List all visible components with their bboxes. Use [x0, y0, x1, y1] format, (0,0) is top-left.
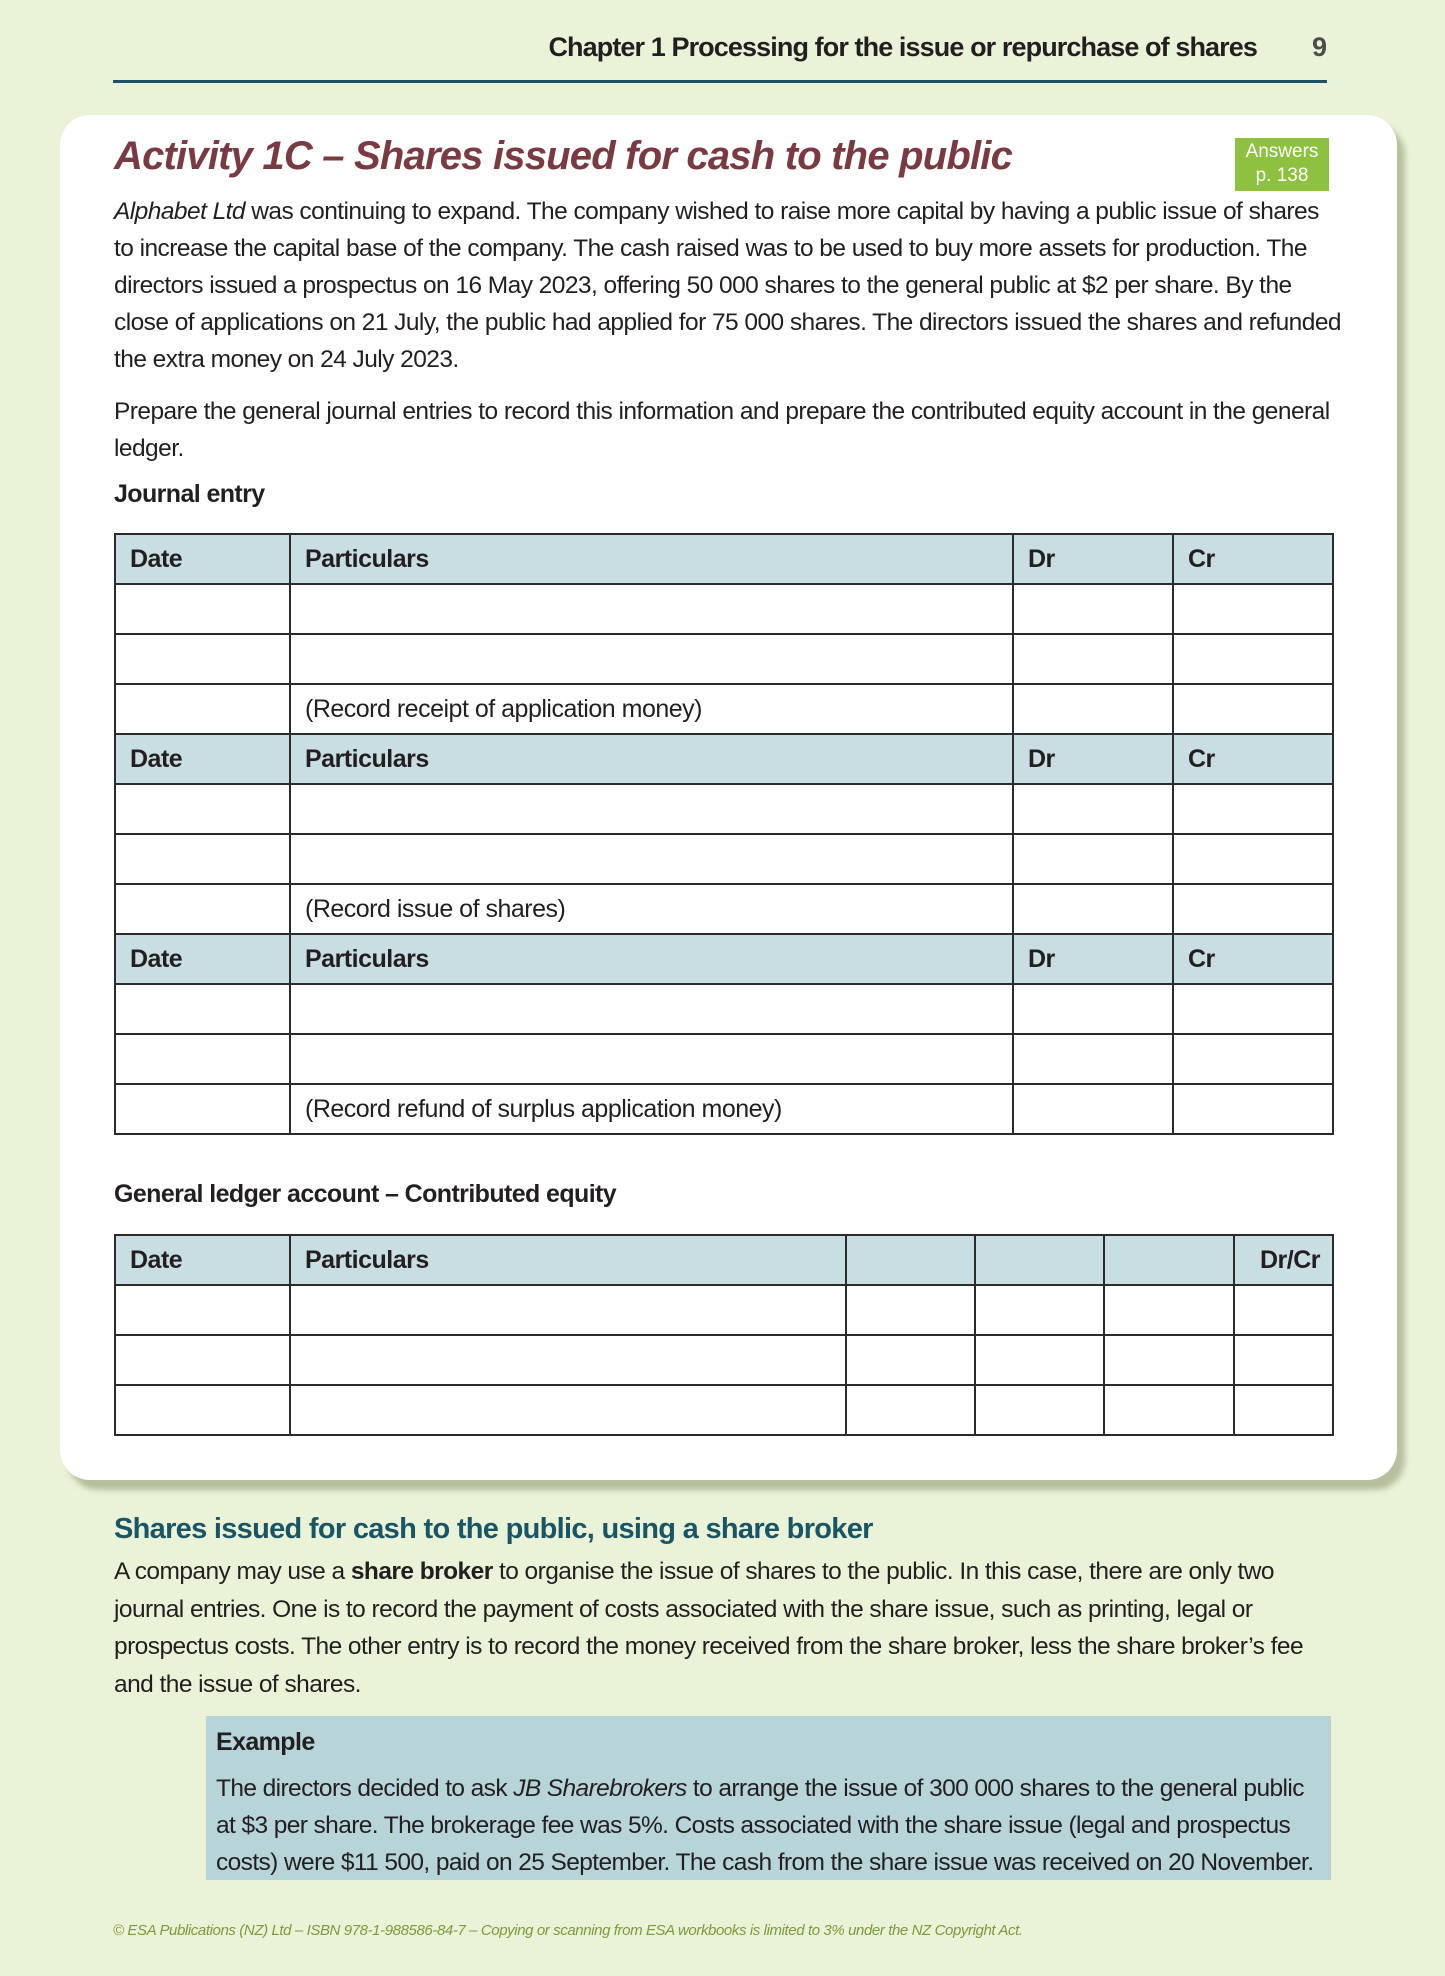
- header-date: Date: [115, 1235, 290, 1285]
- amount-cell[interactable]: [1104, 1385, 1234, 1435]
- answers-badge-label: Answers: [1245, 141, 1319, 162]
- date-cell[interactable]: [115, 984, 290, 1034]
- narration-cell: (Record receipt of application money): [290, 684, 1013, 734]
- cr-cell[interactable]: [1173, 984, 1333, 1034]
- header-dr: Dr: [1013, 534, 1173, 584]
- date-cell[interactable]: [115, 1285, 290, 1335]
- broker-section-text: [114, 1553, 1344, 1703]
- journal-header-row: [115, 534, 1333, 584]
- header-blank-3: [1104, 1235, 1234, 1285]
- ledger-header-row: [115, 1235, 1333, 1285]
- narration-cell: (Record issue of shares): [290, 884, 1013, 934]
- narration-row: [115, 684, 1333, 734]
- answers-badge-page: p. 138: [1255, 165, 1309, 186]
- amount-cell[interactable]: [975, 1385, 1104, 1435]
- date-cell[interactable]: [115, 1335, 290, 1385]
- journal-header-row: [115, 734, 1333, 784]
- header-particulars: Particulars: [290, 1235, 846, 1285]
- table-row: [115, 1385, 1333, 1435]
- date-cell[interactable]: [115, 634, 290, 684]
- activity-title: Activity 1C – Shares issued for cash to the public: [114, 134, 1013, 178]
- header-date: Date: [115, 934, 290, 984]
- particulars-cell[interactable]: [290, 1034, 1013, 1084]
- header-date: Date: [115, 734, 290, 784]
- dr-cell[interactable]: [1013, 584, 1173, 634]
- header-dr: Dr: [1013, 934, 1173, 984]
- dr-cell[interactable]: [1013, 784, 1173, 834]
- page-number: 9: [1311, 32, 1327, 62]
- cr-cell[interactable]: [1173, 584, 1333, 634]
- header-particulars: Particulars: [290, 734, 1013, 784]
- dr-cr-cell[interactable]: [1234, 1285, 1333, 1335]
- dr-cell[interactable]: [1013, 1034, 1173, 1084]
- amount-cell[interactable]: [1104, 1335, 1234, 1385]
- particulars-cell[interactable]: [290, 1285, 846, 1335]
- header-dr-cr: Dr/Cr: [1234, 1235, 1333, 1285]
- header-blank-2: [975, 1235, 1104, 1285]
- header-dr: Dr: [1013, 734, 1173, 784]
- table-row: [115, 784, 1333, 834]
- example-text-start: The directors decided to ask: [216, 1775, 514, 1802]
- dr-cr-cell[interactable]: [1234, 1385, 1333, 1435]
- example-box: [206, 1716, 1331, 1880]
- table-row: [115, 1285, 1333, 1335]
- date-cell[interactable]: [115, 1034, 290, 1084]
- table-row: [115, 984, 1333, 1034]
- table-row: [115, 584, 1333, 634]
- dr-cr-cell[interactable]: [1234, 1335, 1333, 1385]
- header-particulars: Particulars: [290, 534, 1013, 584]
- example-text: [216, 1770, 1326, 1881]
- cr-cell[interactable]: [1173, 784, 1333, 834]
- activity-instruction: Prepare the general journal entries to record this information and prepare the contributed equity account in the general ledger.: [114, 398, 1330, 462]
- date-cell[interactable]: [115, 784, 290, 834]
- header-rule: [113, 80, 1327, 83]
- answers-badge: [1235, 138, 1329, 191]
- table-row: [115, 834, 1333, 884]
- broker-section-heading: Shares issued for cash to the public, using a share broker: [114, 1513, 873, 1545]
- cr-cell[interactable]: [1173, 834, 1333, 884]
- date-cell[interactable]: [115, 584, 290, 634]
- header-cr: Cr: [1173, 534, 1333, 584]
- journal-entry-label: Journal entry: [114, 480, 265, 508]
- narration-row: [115, 884, 1333, 934]
- amount-cell[interactable]: [846, 1285, 975, 1335]
- cr-cell[interactable]: [1173, 884, 1333, 934]
- dr-cell[interactable]: [1013, 1084, 1173, 1134]
- cr-cell[interactable]: [1173, 634, 1333, 684]
- company-name: Alphabet Ltd: [114, 198, 245, 225]
- particulars-cell[interactable]: [290, 784, 1013, 834]
- dr-cell[interactable]: [1013, 834, 1173, 884]
- particulars-cell[interactable]: [290, 584, 1013, 634]
- table-row: [115, 1335, 1333, 1385]
- cr-cell[interactable]: [1173, 684, 1333, 734]
- activity-intro: [114, 193, 1344, 378]
- amount-cell[interactable]: [846, 1335, 975, 1385]
- header-cr: Cr: [1173, 734, 1333, 784]
- table-row: [115, 1034, 1333, 1084]
- dr-cell[interactable]: [1013, 884, 1173, 934]
- amount-cell[interactable]: [1104, 1285, 1234, 1335]
- narration-cell: (Record refund of surplus application money): [290, 1084, 1013, 1134]
- particulars-cell[interactable]: [290, 634, 1013, 684]
- header-cr: Cr: [1173, 934, 1333, 984]
- example-text-end: to arrange the issue of 300 000 shares to the general public at $3 per share. The brokerage fee was 5%. Costs associated with the share issue (legal and prospectus costs) were $11 500, paid on 25 September. The cash from the share issue was received on 20 November.: [216, 1775, 1314, 1876]
- intro-text: was continuing to expand. The company wished to raise more capital by having a public issue of shares to increase the capital base of the company. The cash raised was to be used to buy more assets for production. The directors issued a prospectus on 16 May 2023, offering 50 000 shares to the general public at $2 per share. By the close of applications on 21 July, the public had applied for 75 000 shares. The directors issued the shares and refunded the extra money on 24 July 2023.: [114, 198, 1341, 373]
- date-cell[interactable]: [115, 884, 290, 934]
- particulars-cell[interactable]: [290, 834, 1013, 884]
- broker-text-start: A company may use a: [114, 1558, 351, 1585]
- amount-cell[interactable]: [846, 1385, 975, 1435]
- dr-cell[interactable]: [1013, 684, 1173, 734]
- cr-cell[interactable]: [1173, 1084, 1333, 1134]
- amount-cell[interactable]: [975, 1285, 1104, 1335]
- chapter-title: Chapter 1 Processing for the issue or repurchase of shares: [548, 32, 1257, 62]
- example-title: Example: [216, 1728, 315, 1756]
- header-blank-1: [846, 1235, 975, 1285]
- particulars-cell[interactable]: [290, 1335, 846, 1385]
- dr-cell[interactable]: [1013, 984, 1173, 1034]
- header-date: Date: [115, 534, 290, 584]
- broker-text-end: to organise the issue of shares to the public. In this case, there are only two journal entries. One is to record the payment of costs associated with the share issue, such as printing, legal or prospectus costs. The other entry is to record the money received from the share broker, less the share broker’s fee and the issue of shares.: [114, 1558, 1304, 1698]
- table-row: [115, 634, 1333, 684]
- share-broker-term: share broker: [350, 1558, 493, 1585]
- date-cell[interactable]: [115, 684, 290, 734]
- particulars-cell[interactable]: [290, 1385, 846, 1435]
- broker-name: JB Sharebrokers: [513, 1775, 687, 1802]
- running-header: [113, 28, 1327, 84]
- amount-cell[interactable]: [975, 1335, 1104, 1385]
- dr-cell[interactable]: [1013, 634, 1173, 684]
- ledger-label: General ledger account – Contributed equity: [114, 1180, 617, 1208]
- date-cell[interactable]: [115, 1084, 290, 1134]
- header-particulars: Particulars: [290, 934, 1013, 984]
- cr-cell[interactable]: [1173, 1034, 1333, 1084]
- journal-header-row: [115, 934, 1333, 984]
- journal-table: [114, 533, 1334, 1135]
- date-cell[interactable]: [115, 834, 290, 884]
- particulars-cell[interactable]: [290, 984, 1013, 1034]
- ledger-table: [114, 1234, 1334, 1436]
- date-cell[interactable]: [115, 1385, 290, 1435]
- copyright-footer: © ESA Publications (NZ) Ltd – ISBN 978-1-988586-84-7 – Copying or scanning from ESA workbooks is limited to 3% under the NZ Copyright Act.: [113, 1922, 1023, 1939]
- narration-row: [115, 1084, 1333, 1134]
